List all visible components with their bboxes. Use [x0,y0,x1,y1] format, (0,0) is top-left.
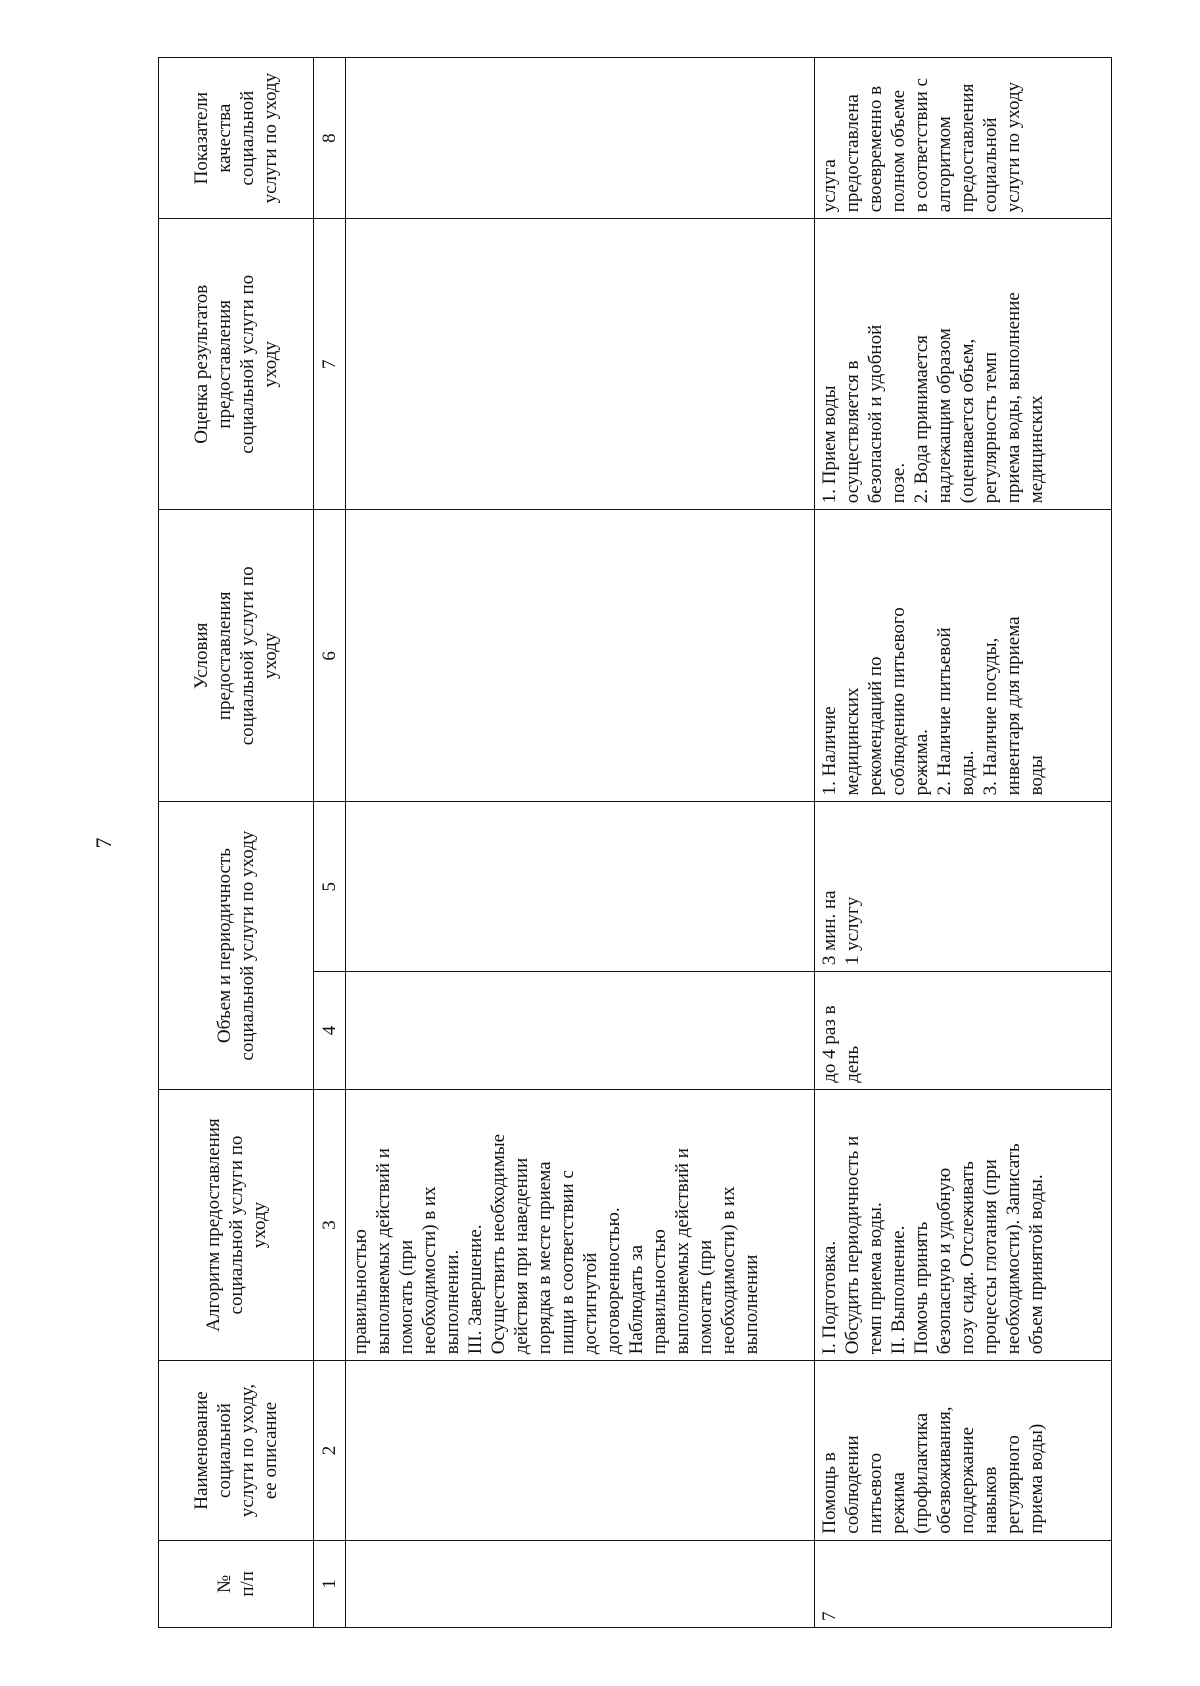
header-evaluation: Оценка результатов предоставления социальной услуги по уходу [159,219,314,510]
column-number: 1 [314,1540,346,1627]
header-algorithm: Алгоритм предоставления социальной услуги по уходу [159,1089,314,1361]
service-volume: 3 мин. на 1 услугу [815,802,1112,972]
service-evaluation: 1. Прием воды осуществляется в безопасной и удобной позе. 2. Вода принимается надлежащим образом (оценивается объем, регулярность темп приема воды, выполнение медицинских [815,219,1112,510]
service-periodicity: до 4 раз в день [815,972,1112,1090]
table-cell [346,510,815,802]
column-number: 7 [314,219,346,510]
table-cell [346,1540,815,1627]
services-table [158,57,1112,1628]
column-number: 4 [314,972,346,1090]
continuation-algorithm: правильностью выполняемых действий и помогать (при необходимости) в их выполнении. III. Завершение. Осуществить необходимые действия при наведении порядка в месте приема пищи в соответствии с достигнутой договоренностью. Наблюдать за правильностью выполняемых действий и помогать (при необходимости) в их выполнении [346,1089,815,1361]
page-number: 7 [91,837,116,849]
header-row [159,58,314,1628]
row-number: 7 [815,1540,1112,1627]
service-algorithm: I. Подготовка. Обсудить периодичность и темп приема воды. II. Выполнение. Помочь принять безопасную и удобную позу сидя. Отслеживать процессы глотания (при необходимости). Записать объем принятой воды. [815,1089,1112,1361]
service-quality: услуга предоставлена своевременно в полном объеме в соответствии с алгоритмом предоставления социальной услуги по уходу [815,58,1112,219]
service-row-7 [815,58,1112,1628]
service-conditions: 1. Наличие медицинских рекомендаций по соблюдению питьевого режима. 2. Наличие питьевой воды. 3. Наличие посуды, инвентаря для приема воды [815,510,1112,802]
header-number: № п/п [159,1540,314,1627]
table-cell [346,219,815,510]
header-volume-periodicity: Объем и периодичность социальной услуги по уходу [159,802,314,1089]
table-cell [346,58,815,219]
header-name: Наименование социальной услуги по уходу, ее описание [159,1361,314,1540]
column-number: 6 [314,510,346,802]
header-quality: Показатели качества социальной услуги по уходу [159,58,314,219]
service-name: Помощь в соблюдении питьевого режима (профилактика обезвоживания, поддержание навыков регулярного приема воды) [815,1361,1112,1540]
table-cell [346,972,815,1090]
continuation-row [346,58,815,1628]
column-number: 8 [314,58,346,219]
header-conditions: Условия предоставления социальной услуги по уходу [159,510,314,802]
column-number: 3 [314,1089,346,1361]
column-number: 2 [314,1361,346,1540]
column-numbers-row [314,58,346,1628]
table-cell [346,802,815,972]
column-number: 5 [314,802,346,972]
table-cell [346,1361,815,1540]
